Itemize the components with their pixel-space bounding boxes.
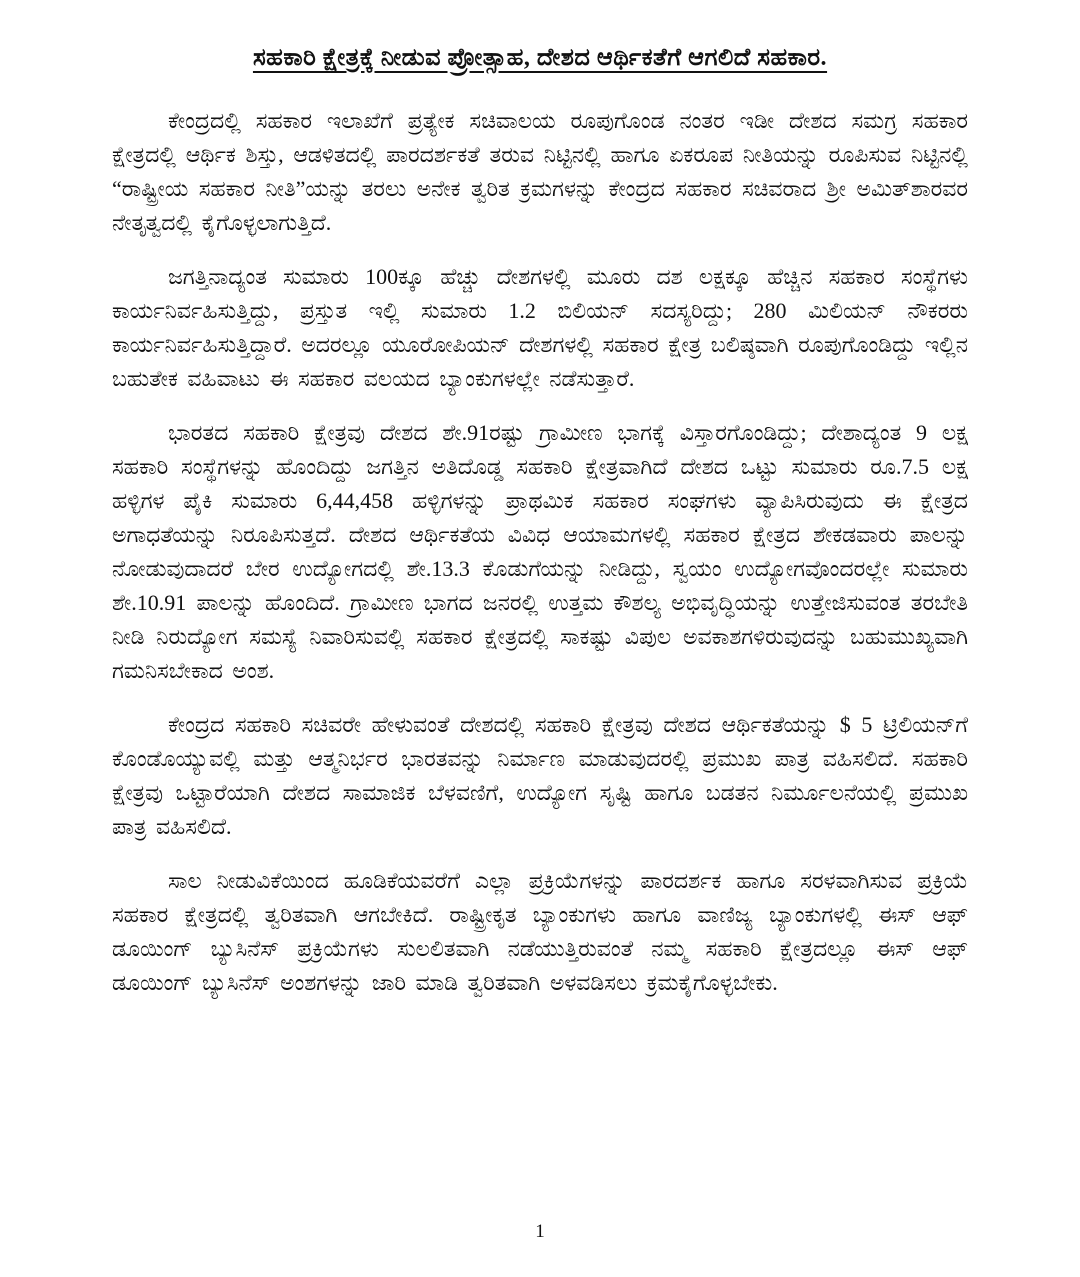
page-number: 1 [535, 1221, 545, 1242]
paragraph-1: ಕೇಂದ್ರದಲ್ಲಿ ಸಹಕಾರ ಇಲಾಖೆಗೆ ಪ್ರತ್ಯೇಕ ಸಚಿವಾಲಯ ರೂಪುಗೊಂಡ ನಂತರ ಇಡೀ ದೇಶದ ಸಮಗ್ರ ಸಹಕಾರ ಕ್ಷೇತ್ರದಲ್ಲಿ ಆರ್ಥಿಕ ಶಿಸ್ತು, ಆಡಳಿತದಲ್ಲಿ ಪಾರದರ್ಶಕತೆ ತರುವ ನಿಟ್ಟಿನಲ್ಲಿ ಹಾಗೂ ಏಕರೂಪ ನೀತಿಯನ್ನು ರೂಪಿಸುವ ನಿಟ್ಟಿನಲ್ಲಿ “ರಾಷ್ಟ್ರೀಯ ಸಹಕಾರ ನೀತಿ”ಯನ್ನು ತರಲು ಅನೇಕ ತ್ವರಿತ ಕ್ರಮಗಳನ್ನು ಕೇಂದ್ರದ ಸಹಕಾರ ಸಚಿವರಾದ ಶ್ರೀ ಅಮಿತ್‌ಶಾರವರ ನೇತೃತ್ವದಲ್ಲಿ ಕೈಗೊಳ್ಳಲಾಗುತ್ತಿದೆ. [112, 107, 968, 235]
paragraph-5: ಸಾಲ ನೀಡುವಿಕೆಯಿಂದ ಹೂಡಿಕೆಯವರೆಗೆ ಎಲ್ಲಾ ಪ್ರಕ್ರಿಯೆಗಳನ್ನು ಪಾರದರ್ಶಕ ಹಾಗೂ ಸರಳವಾಗಿಸುವ ಪ್ರಕ್ರಿಯೆ ಸಹಕಾರ ಕ್ಷೇತ್ರದಲ್ಲಿ ತ್ವರಿತವಾಗಿ ಆಗಬೇಕಿದೆ. ರಾಷ್ಟ್ರೀಕೃತ ಬ್ಯಾಂಕುಗಳು ಹಾಗೂ ವಾಣಿಜ್ಯ ಬ್ಯಾಂಕುಗಳಲ್ಲಿ ಈಸ್ ಆಫ್ ಡೂಯಿಂಗ್ ಬ್ಯುಸಿನೆಸ್ ಪ್ರಕ್ರಿಯೆಗಳು ಸುಲಲಿತವಾಗಿ ನಡೆಯುತ್ತಿರುವಂತೆ ನಮ್ಮ ಸಹಕಾರಿ ಕ್ಷೇತ್ರದಲ್ಲೂ ಈಸ್ ಆಫ್ ಡೂಯಿಂಗ್ ಬ್ಯುಸಿನೆಸ್ ಅಂಶಗಳನ್ನು ಜಾರಿ ಮಾಡಿ ತ್ವರಿತವಾಗಿ ಅಳವಡಿಸಲು ಕ್ರಮಕೈಗೊಳ್ಳಬೇಕು. [112, 867, 968, 995]
paragraph-4: ಕೇಂದ್ರದ ಸಹಕಾರಿ ಸಚಿವರೇ ಹೇಳುವಂತೆ ದೇಶದಲ್ಲಿ ಸಹಕಾರಿ ಕ್ಷೇತ್ರವು ದೇಶದ ಆರ್ಥಿಕತೆಯನ್ನು $ 5 ಟ್ರಿಲಿಯನ್‌ಗೆ ಕೊಂಡೊಯ್ಯುವಲ್ಲಿ ಮತ್ತು ಆತ್ಮನಿರ್ಭರ ಭಾರತವನ್ನು ನಿರ್ಮಾಣ ಮಾಡುವುದರಲ್ಲಿ ಪ್ರಮುಖ ಪಾತ್ರ ವಹಿಸಲಿದೆ. ಸಹಕಾರಿ ಕ್ಷೇತ್ರವು ಒಟ್ಟಾರೆಯಾಗಿ ದೇಶದ ಸಾಮಾಜಿಕ ಬೆಳವಣಿಗೆ, ಉದ್ಯೋಗ ಸೃಷ್ಟಿ ಹಾಗೂ ಬಡತನ ನಿರ್ಮೂಲನೆಯಲ್ಲಿ ಪ್ರಮುಖ ಪಾತ್ರ ವಹಿಸಲಿದೆ. [112, 711, 968, 839]
paragraph-2: ಜಗತ್ತಿನಾದ್ಯಂತ ಸುಮಾರು 100ಕ್ಕೂ ಹೆಚ್ಚು ದೇಶಗಳಲ್ಲಿ ಮೂರು ದಶ ಲಕ್ಷಕ್ಕೂ ಹೆಚ್ಚಿನ ಸಹಕಾರ ಸಂಸ್ಥೆಗಳು ಕಾರ್ಯನಿರ್ವಹಿಸುತ್ತಿದ್ದು, ಪ್ರಸ್ತುತ ಇಲ್ಲಿ ಸುಮಾರು 1.2 ಬಿಲಿಯನ್ ಸದಸ್ಯರಿದ್ದು; 280 ಮಿಲಿಯನ್ ನೌಕರರು ಕಾರ್ಯನಿರ್ವಹಿಸುತ್ತಿದ್ದಾರೆ. ಅದರಲ್ಲೂ ಯೂರೋಪಿಯನ್ ದೇಶಗಳಲ್ಲಿ ಸಹಕಾರ ಕ್ಷೇತ್ರ ಬಲಿಷ್ಠವಾಗಿ ರೂಪುಗೊಂಡಿದ್ದು ಇಲ್ಲಿನ ಬಹುತೇಕ ವಹಿವಾಟು ಈ ಸಹಕಾರ ವಲಯದ ಬ್ಯಾಂಕುಗಳಲ್ಲೇ ನಡೆಸುತ್ತಾರೆ. [112, 263, 968, 391]
page-title: ಸಹಕಾರಿ ಕ್ಷೇತ್ರಕ್ಕೆ ನೀಡುವ ಪ್ರೋತ್ಸಾಹ, ದೇಶದ ಆರ್ಥಿಕತೆಗೆ ಆಗಲಿದೆ ಸಹಕಾರ. [252, 45, 828, 71]
paragraph-3: ಭಾರತದ ಸಹಕಾರಿ ಕ್ಷೇತ್ರವು ದೇಶದ ಶೇ.91ರಷ್ಟು ಗ್ರಾಮೀಣ ಭಾಗಕ್ಕೆ ವಿಸ್ತಾರಗೊಂಡಿದ್ದು; ದೇಶಾದ್ಯಂತ 9 ಲಕ್ಷ ಸಹಕಾರಿ ಸಂಸ್ಥೆಗಳನ್ನು ಹೊಂದಿದ್ದು ಜಗತ್ತಿನ ಅತಿದೊಡ್ಡ ಸಹಕಾರಿ ಕ್ಷೇತ್ರವಾಗಿದೆ ದೇಶದ ಒಟ್ಟು ಸುಮಾರು ರೂ.7.5 ಲಕ್ಷ ಹಳ್ಳಿಗಳ ಪೈಕಿ ಸುಮಾರು 6,44,458 ಹಳ್ಳಿಗಳನ್ನು ಪ್ರಾಥಮಿಕ ಸಹಕಾರ ಸಂಘಗಳು ವ್ಯಾಪಿಸಿರುವುದು ಈ ಕ್ಷೇತ್ರದ ಅಗಾಧತೆಯನ್ನು ನಿರೂಪಿಸುತ್ತದೆ. ದೇಶದ ಆರ್ಥಿಕತೆಯ ವಿವಿಧ ಆಯಾಮಗಳಲ್ಲಿ ಸಹಕಾರ ಕ್ಷೇತ್ರದ ಶೇಕಡವಾರು ಪಾಲನ್ನು ನೋಡುವುದಾದರೆ ಬೇರ ಉದ್ಯೋಗದಲ್ಲಿ ಶೇ.13.3 ಕೊಡುಗೆಯನ್ನು ನೀಡಿದ್ದು, ಸ್ವಯಂ ಉದ್ಯೋಗವೊಂದರಲ್ಲೇ ಸುಮಾರು ಶೇ.10.91 ಪಾಲನ್ನು ಹೊಂದಿದೆ. ಗ್ರಾಮೀಣ ಭಾಗದ ಜನರಲ್ಲಿ ಉತ್ತಮ ಕೌಶಲ್ಯ ಅಭಿವೃದ್ಧಿಯನ್ನು ಉತ್ತೇಜಿಸುವಂತ ತರಬೇತಿ ನೀಡಿ ನಿರುದ್ಯೋಗ ಸಮಸ್ಯೆ ನಿವಾರಿಸುವಲ್ಲಿ ಸಹಕಾರ ಕ್ಷೇತ್ರದಲ್ಲಿ ಸಾಕಷ್ಟು ವಿಪುಲ ಅವಕಾಶಗಳಿರುವುದನ್ನು ಬಹುಮುಖ್ಯವಾಗಿ ಗಮನಿಸಬೇಕಾದ ಅಂಶ. [112, 419, 968, 683]
document-body [112, 104, 968, 1000]
